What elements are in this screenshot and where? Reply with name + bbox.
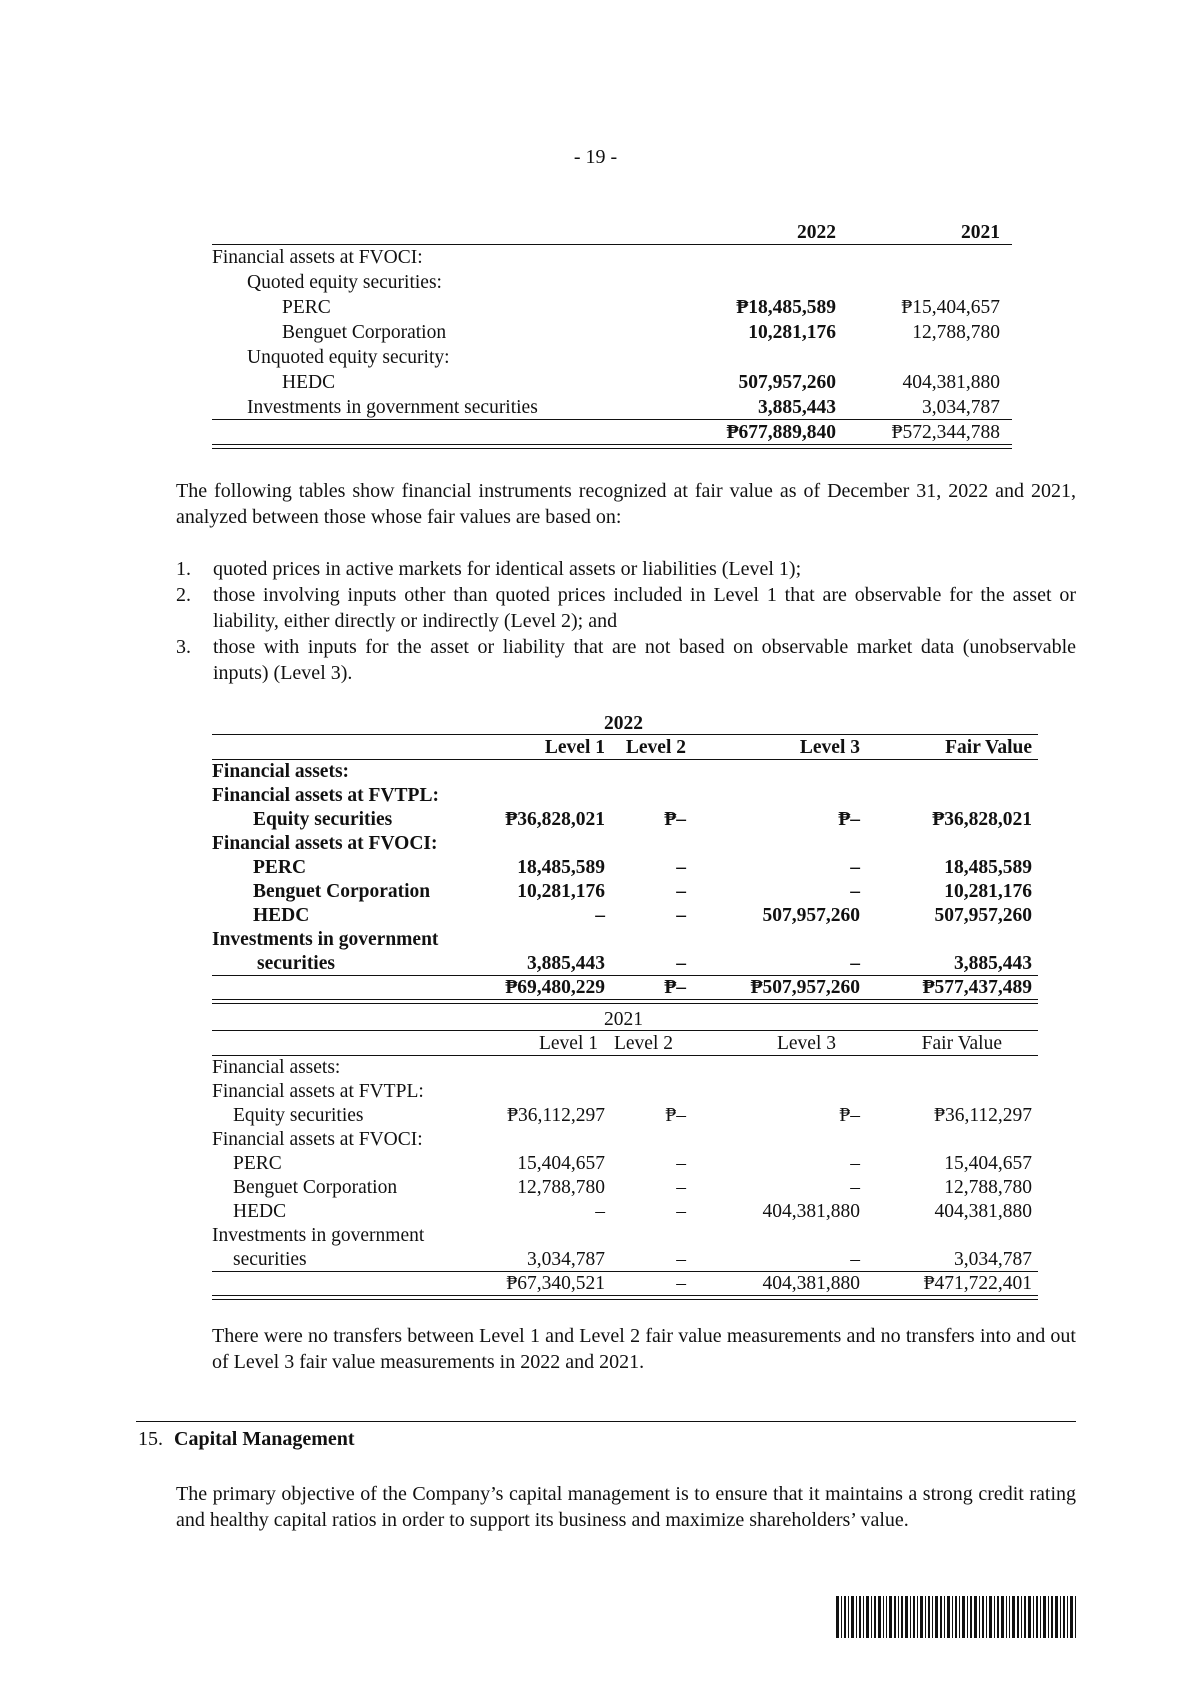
total-row: ₱69,480,229 ₱– ₱507,957,260 ₱577,437,489	[505, 977, 1032, 998]
section-number: 15.	[138, 1428, 163, 1450]
fvoci-heading: Financial assets at FVOCI:	[212, 247, 423, 268]
divider	[212, 975, 1038, 976]
unquoted-heading: Unquoted equity security:	[247, 347, 450, 368]
divider	[212, 1271, 1038, 1272]
fvoci-heading: Financial assets at FVOCI:	[212, 833, 438, 854]
gov-heading: Investments in government	[212, 1225, 425, 1246]
fvoci-heading: Financial assets at FVOCI:	[212, 1129, 423, 1150]
value-2021: ₱15,404,657	[901, 297, 1000, 318]
divider	[212, 1030, 1038, 1031]
value-2022: 3,885,443	[758, 397, 836, 418]
table-row: Benguet Corporation 10,281,176 – – 10,281,176	[253, 881, 1032, 902]
intro-paragraph: The following tables show financial instruments recognized at fair value as of December 31, 2022 and 2021, analyzed between those whose fair values are based on:	[176, 480, 1076, 528]
divider	[212, 1299, 1038, 1300]
gov-heading: Investments in government	[212, 929, 439, 950]
year-row	[212, 712, 1038, 736]
barcode	[836, 1596, 1076, 1638]
header-level1: Level 1	[544, 737, 605, 758]
list-item: 1. quoted prices in active markets for identical assets or liabilities (Level 1);	[176, 558, 802, 580]
transfers-note: There were no transfers between Level 1 and Level 2 fair value measurements and no transfers into and out of Level 3 fair value measurements in 2022 and 2021.	[212, 1325, 1076, 1373]
total-2021: ₱572,344,788	[891, 422, 1000, 443]
fin-assets-heading: Financial assets:	[212, 761, 350, 782]
value-2021: 3,034,787	[922, 397, 1000, 418]
row-label: HEDC	[282, 372, 336, 393]
header-2022: 2022	[797, 222, 836, 243]
table-row: securities 3,885,443 – – 3,885,443	[257, 953, 1032, 974]
row-label: Investments in government securities	[247, 397, 538, 418]
year-row	[212, 1008, 1038, 1032]
table-row: Equity securities ₱36,112,297 ₱– ₱– ₱36,112,297	[233, 1105, 1032, 1126]
fvtpl-heading: Financial assets at FVTPL:	[212, 1081, 424, 1102]
divider	[212, 1003, 1038, 1004]
value-2022: ₱18,485,589	[736, 297, 836, 318]
table-row: PERC 18,485,589 – – 18,485,589	[253, 857, 1032, 878]
divider	[212, 419, 1012, 420]
fin-assets-heading: Financial assets:	[212, 1057, 341, 1078]
table-row: HEDC – – 507,957,260 507,957,260	[253, 905, 1032, 926]
header-row	[212, 736, 1038, 760]
section-heading	[138, 1426, 355, 1452]
header-2021: 2021	[961, 222, 1000, 243]
divider	[212, 448, 1012, 449]
row-label: Benguet Corporation	[282, 322, 447, 343]
header-level1: Level 1	[538, 1033, 598, 1054]
divider	[212, 734, 1038, 735]
header-level3: Level 3	[776, 1033, 836, 1054]
year-label: 2021	[604, 1009, 643, 1030]
table-2022	[212, 712, 1038, 1000]
header-row	[212, 220, 1012, 245]
table-row: securities 3,034,787 – – 3,034,787	[233, 1249, 1032, 1270]
levels-list	[176, 556, 1076, 686]
divider	[212, 759, 1038, 760]
section-title: Capital Management	[174, 1428, 355, 1450]
table-row	[212, 295, 1012, 320]
divider	[212, 999, 1038, 1000]
total-row	[212, 420, 1012, 445]
header-level2: Level 2	[625, 737, 686, 758]
capital-paragraph: The primary objective of the Company’s capital management is to ensure that it maintains a strong credit rating and healthy capital ratios in order to support its business and maximize shareholders’ value.	[176, 1483, 1076, 1531]
table-row	[212, 370, 1012, 395]
fvtpl-heading: Financial assets at FVTPL:	[212, 785, 439, 806]
divider	[212, 1295, 1038, 1296]
header-fair-value: Fair Value	[921, 1033, 1002, 1054]
table-row: Benguet Corporation 12,788,780 – – 12,788,780	[233, 1177, 1032, 1198]
total-row: ₱67,340,521 – 404,381,880 ₱471,722,401	[506, 1273, 1032, 1294]
value-2022: 507,957,260	[738, 372, 836, 393]
row-label: PERC	[282, 297, 331, 318]
table-row	[212, 395, 1012, 420]
value-2021: 404,381,880	[902, 372, 1000, 393]
quoted-heading: Quoted equity securities:	[247, 272, 442, 293]
header-level2: Level 2	[613, 1033, 673, 1054]
table-row	[212, 320, 1012, 345]
table-row: HEDC – – 404,381,880 404,381,880	[233, 1201, 1032, 1222]
total-2022: ₱677,889,840	[726, 422, 836, 443]
list-item: 2. those involving inputs other than quoted prices included in Level 1 that are observable for the asset or liability, either directly or indirectly (Level 2); and	[176, 584, 1076, 632]
divider	[212, 1055, 1038, 1056]
divider	[212, 444, 1012, 445]
table-row: PERC 15,404,657 – – 15,404,657	[233, 1153, 1032, 1174]
value-2022: 10,281,176	[748, 322, 836, 343]
value-2021: 12,788,780	[912, 322, 1000, 343]
fvoci-table	[212, 220, 1012, 445]
header-fair-value: Fair Value	[945, 737, 1032, 758]
page-number: - 19 -	[573, 146, 618, 168]
year-label: 2022	[604, 713, 643, 734]
list-item: 3. those with inputs for the asset or liability that are not based on observable market data (unobservable inputs) (Level 3).	[176, 636, 1076, 684]
header-level3: Level 3	[799, 737, 860, 758]
table-2021	[212, 1008, 1038, 1296]
section-divider	[136, 1421, 1076, 1422]
table-row: Equity securities ₱36,828,021 ₱– ₱– ₱36,828,021	[253, 809, 1032, 830]
divider	[212, 244, 1012, 245]
header-row	[212, 1032, 1038, 1056]
